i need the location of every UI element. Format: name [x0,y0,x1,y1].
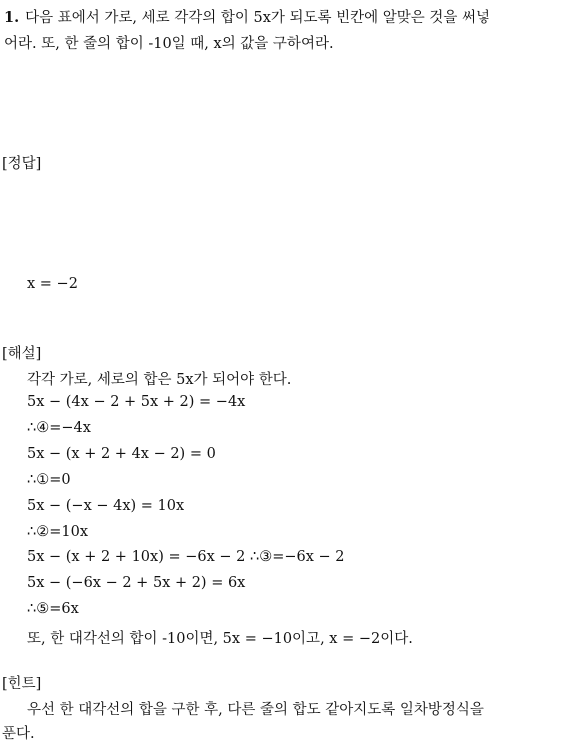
solution-line: 5x − (−6x − 2 + 5x + 2) = 6x [27,575,246,591]
problem-line-1 [4,6,490,27]
solution-line: 5x − (−x − 4x) = 10x [27,498,185,514]
hint-line-2: 푼다. [2,726,35,742]
solution-line: 5x − (x + 2 + 10x) = −6x − 2 ∴③=−6x − 2 [27,549,345,565]
problem-text-1: 다음 표에서 가로, 세로 각각의 합이 5x가 되도록 빈칸에 알맞은 것을 써넣 [25,10,491,26]
solution-line: ∴①=0 [27,472,71,488]
answer-value: x = −2 [27,276,78,292]
problem-line-2: 어라. 또, 한 줄의 합이 -10일 때, x의 값을 구하여라. [4,36,334,52]
solution-line: ∴⑤=6x [27,601,79,617]
solution-header: [해설] [2,346,42,362]
solution-line: 5x − (x + 2 + 4x − 2) = 0 [27,446,216,462]
problem-number: 1. [4,9,20,26]
hint-line-1: 우선 한 대각선의 합을 구한 후, 다른 줄의 합도 같아지도록 일차방정식을 [27,702,484,718]
answer-header: [정답] [2,156,42,172]
solution-line: 또, 한 대각선의 합이 -10이면, 5x = −10이고, x = −2이다. [27,631,413,647]
solution-line: 5x − (4x − 2 + 5x + 2) = −4x [27,394,246,410]
hint-header: [힌트] [2,676,42,692]
solution-line: ∴②=10x [27,524,89,540]
solution-line: 각각 가로, 세로의 합은 5x가 되어야 한다. [27,372,292,388]
solution-line: ∴④=−4x [27,420,91,436]
